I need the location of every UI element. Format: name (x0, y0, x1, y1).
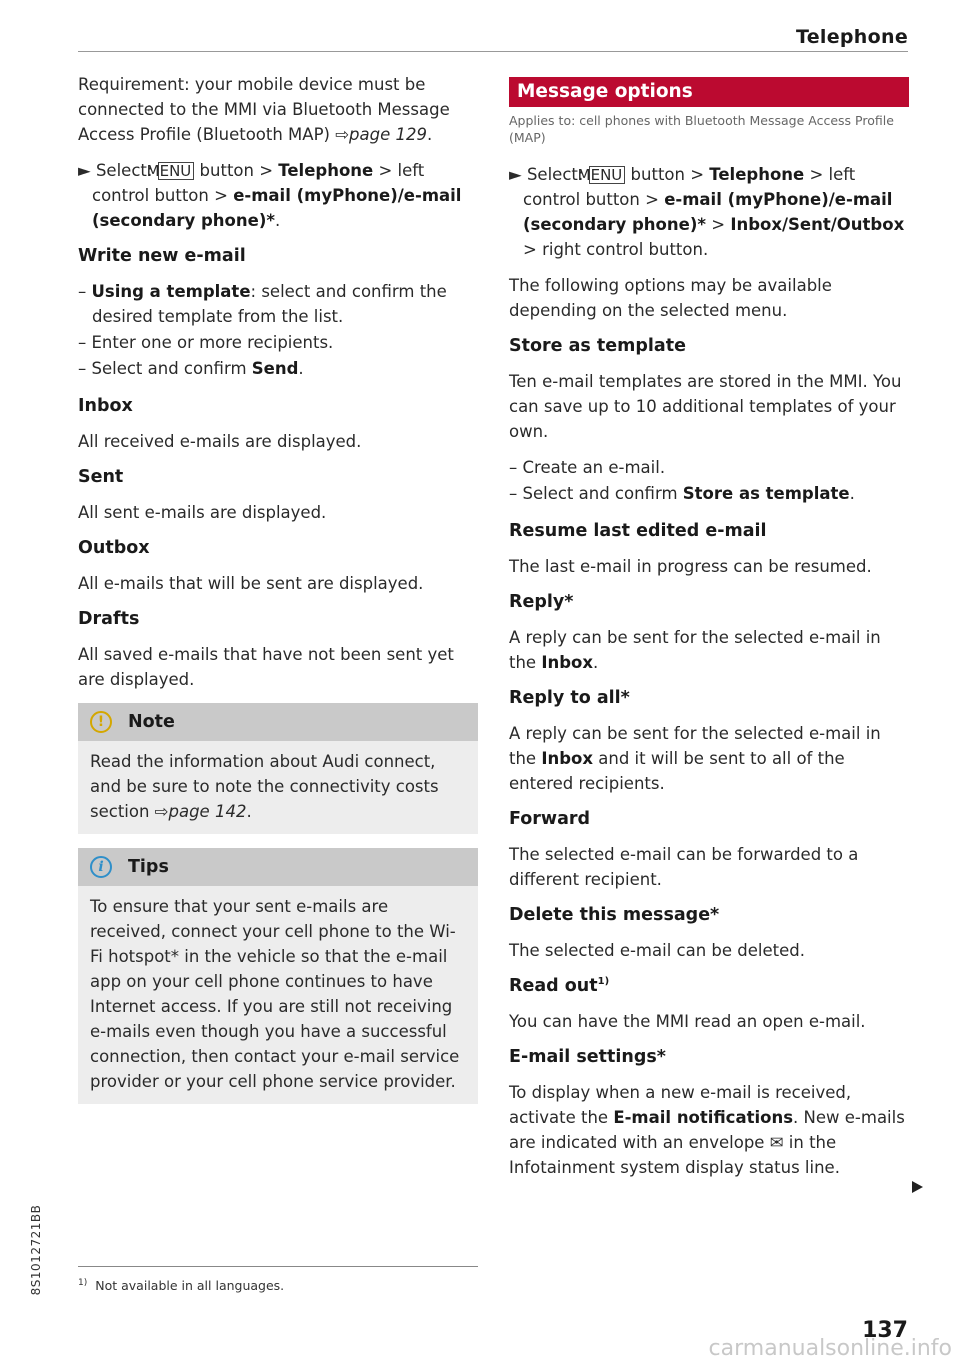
read-out-heading: Read out$^{1)}$ (509, 976, 610, 996)
triangle-bullet-icon: ► (78, 161, 91, 180)
drafts-text: All saved e-mails that have not been sent yet are displayed. (78, 645, 454, 689)
intro-text: The following options may be available depending on the selected menu. (509, 276, 832, 320)
sent-heading: Sent (78, 467, 124, 487)
left-column (78, 72, 478, 1118)
footnote: $^{1)}$ Not available in all languages. (78, 1277, 285, 1293)
tips-body: To ensure that your sent e-mails are received, connect your cell phone to the Wi-Fi hotspot* in the vehicle so that the e-mail app on your cell phone continues to have Internet access. If you are still not receiving e-mails even though you have a successful connection, then contact your e-mail service provider or your cell phone service provider. (90, 897, 460, 1091)
footnote-marker: 1) (597, 976, 610, 988)
applies-to-note: Applies to: cell phones with Bluetooth Message Access Profile (MAP) (509, 113, 894, 145)
list-item: – Using a template: select and confirm the desired template from the list. (78, 282, 447, 326)
header-rule (78, 51, 908, 52)
forward-heading: Forward (509, 809, 591, 829)
inbox-text: All received e-mails are displayed. (78, 432, 362, 451)
store-template-text: Ten e-mail templates are stored in the MMI. You can save up to 10 additional templates of your own. (509, 372, 902, 441)
arrow-ref-icon: ⇨ (154, 802, 169, 821)
requirement-paragraph: Requirement: your mobile device must be connected to the MMI via Bluetooth Message Access Profile (Bluetooth MAP) ⇨page 129. (78, 75, 450, 144)
page-ref-link[interactable]: page 142 (168, 802, 247, 821)
triangle-bullet-icon: ► (509, 165, 522, 184)
select-step: ► Select: MENU button > Telephone > left control button > e-mail (myPhone)/e-mail (secondary phone)* > Inbox/Sent/Outbox > right control button. (509, 165, 905, 259)
list-item: – Select and confirm Store as template. (509, 484, 855, 503)
forward-text: The selected e-mail can be forwarded to a different recipient. (509, 845, 859, 889)
right-column (509, 77, 909, 1191)
resume-text: The last e-mail in progress can be resumed. (509, 557, 872, 576)
document-code: 8S1012721BB (29, 1204, 43, 1296)
email-settings-heading: E-mail settings* (509, 1047, 666, 1067)
page-number: 137 (862, 1318, 908, 1343)
envelope-icon: ✉ (769, 1133, 784, 1152)
note-title: Note (128, 711, 175, 732)
watermark: carmanualsonline.info (708, 1336, 952, 1361)
menu-key-label: MENU (589, 166, 626, 184)
info-circle-icon: i (90, 856, 112, 878)
reply-heading: Reply* (509, 592, 574, 612)
tips-title: Tips (128, 856, 169, 877)
exclamation-circle-icon: ! (90, 711, 112, 733)
arrow-ref-icon: ⇨ (335, 125, 350, 144)
reply-all-text: A reply can be sent for the selected e-mail in the Inbox and it will be sent to all of the entered recipients. (509, 724, 881, 793)
page-header-title: Telephone (795, 26, 908, 48)
inbox-heading: Inbox (78, 396, 133, 416)
page-ref-link[interactable]: page 129 (349, 125, 427, 144)
write-email-heading: Write new e-mail (78, 246, 246, 266)
note-box (78, 703, 478, 834)
note-box-header (78, 703, 478, 741)
tips-box (78, 848, 478, 1104)
delete-heading: Delete this message* (509, 905, 720, 925)
outbox-heading: Outbox (78, 538, 150, 558)
read-out-text: You can have the MMI read an open e-mail. (509, 1012, 866, 1031)
select-step: ► Select: MENU button > Telephone > left control button > e-mail (myPhone)/e-mail (secondary phone)*. (78, 161, 462, 230)
section-banner: Message options (509, 77, 909, 107)
continue-arrow-icon (912, 1181, 923, 1193)
reply-all-heading: Reply to all* (509, 688, 630, 708)
email-settings-text: To display when a new e-mail is received, activate the E-mail notifications. New e-mails are indicated with an envelope ✉ in the Infotainment system display status line. (509, 1083, 905, 1177)
list-item: – Enter one or more recipients. (78, 333, 334, 352)
reply-text: A reply can be sent for the selected e-mail in the Inbox. (509, 628, 881, 672)
drafts-heading: Drafts (78, 609, 140, 629)
resume-heading: Resume last edited e-mail (509, 521, 767, 541)
footnote-rule (78, 1266, 478, 1267)
note-body: Read the information about Audi connect, and be sure to note the connectivity costs section ⇨page 142. (90, 752, 439, 821)
outbox-text: All e-mails that will be sent are displayed. (78, 574, 424, 593)
list-item: – Create an e-mail. (509, 458, 666, 477)
tips-box-header (78, 848, 478, 886)
delete-text: The selected e-mail can be deleted. (509, 941, 805, 960)
menu-key-label: MENU (158, 162, 195, 180)
list-item: – Select and confirm Send. (78, 359, 304, 378)
sent-text: All sent e-mails are displayed. (78, 503, 327, 522)
store-template-heading: Store as template (509, 336, 686, 356)
